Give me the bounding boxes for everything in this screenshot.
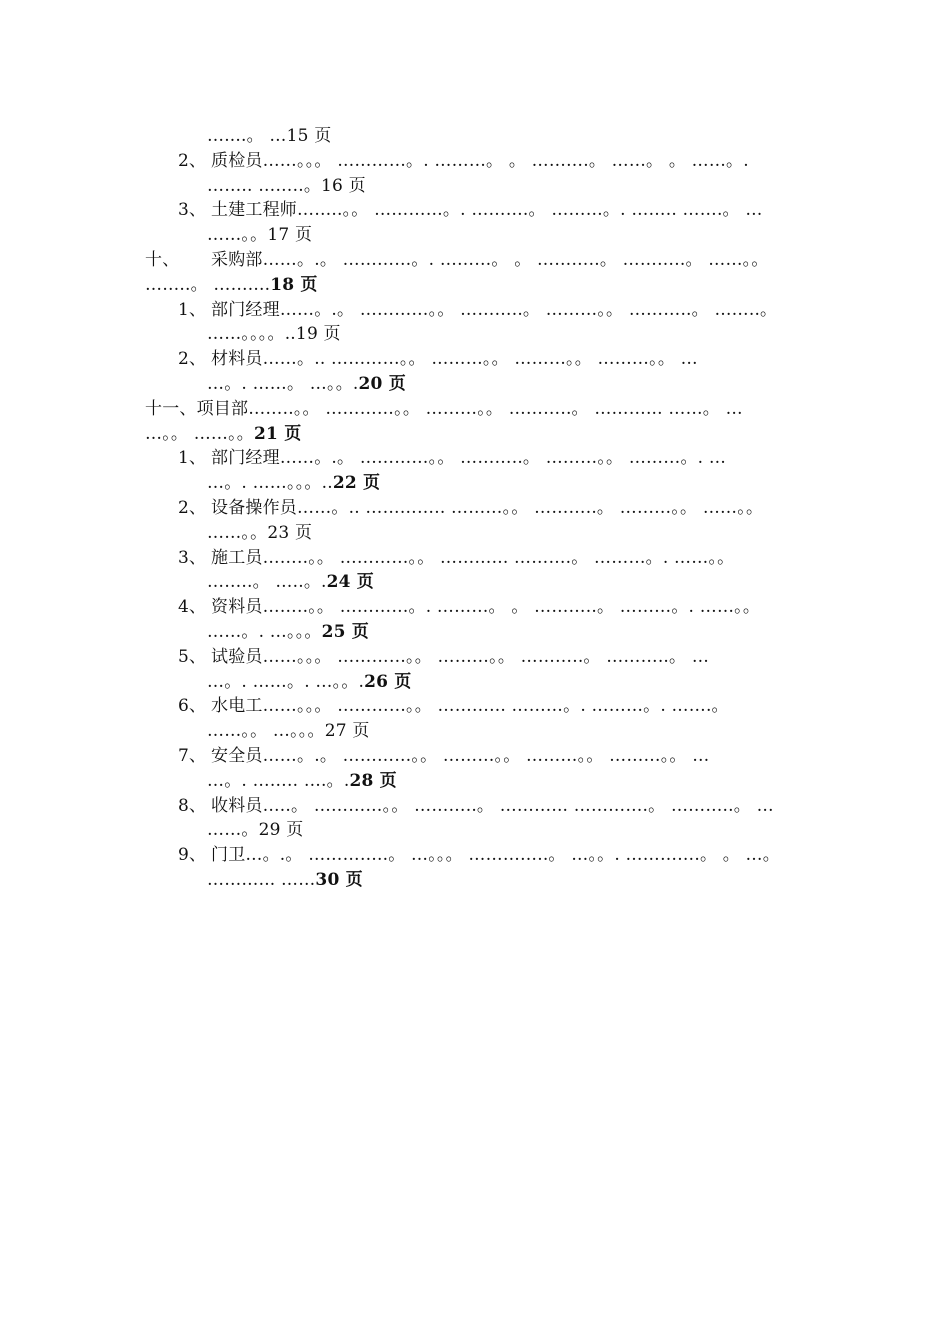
toc-entry-first-line [145,198,835,223]
toc-entry-number: 9、 [178,845,207,866]
toc-leader-dots: ……。.. …………。。 ………。。 ………。。 ………。。 … [262,349,698,370]
toc-page-number: 22 页 [332,473,381,494]
toc-entry-second-line [145,719,835,744]
toc-entry-title: 资料员 [211,597,263,618]
toc-entry-title: 项目部 [196,398,249,419]
toc-leader-dots: ……。.. ………….. ………。。 ………..。 ………。。 ……。。 [297,497,764,518]
toc-entry-title: 部门经理 [211,448,280,469]
toc-page-number: 28 页 [349,770,397,791]
toc-leader-dots: …..。 …………。。 ………..。 ………... ………….。 ………..。 … [262,795,774,816]
toc-entry[interactable] [145,248,835,298]
toc-entry[interactable] [145,298,835,348]
toc-entry-number: 7、 [178,745,207,766]
toc-leader-dots: ……..。。 …………。. ……….。 ………。. …….. …….。 … [297,200,763,221]
toc-entry-first-line [145,149,835,174]
toc-entry-title: 采购部 [211,249,263,270]
toc-entry-number: 4、 [178,597,207,618]
toc-leader-dots: ……。。。 …………。。 ………... ………。. ………。. …….。 [262,696,729,717]
toc-entry-second-line [145,372,835,397]
toc-leader-dots: …。。 ……。。 [145,423,255,444]
toc-page-number: 21 页 [254,423,302,444]
toc-entry-first-line [145,546,835,571]
toc-leader-dots: ……..。。 …………。。 ………。。 ………..。 ………... ……。 … [248,398,743,419]
toc-entry-first-line [145,496,835,521]
toc-entry-second-line [145,322,835,347]
toc-page-number: 26 页 [364,671,412,692]
toc-entry-first-line [145,397,835,422]
toc-entry[interactable] [145,645,835,695]
toc-leader-dots: ……..。。 …………。。 ………... ……….。 ………。. ……。。 [262,547,735,568]
toc-entry-title: 质检员 [211,150,263,171]
toc-entry-number: 2、 [178,497,207,518]
toc-entry-second-line [145,223,835,248]
toc-entry[interactable] [145,843,835,893]
toc-entry-number: 3、 [178,547,207,568]
toc-entry-first-line [145,794,835,819]
toc-entry[interactable] [145,496,835,546]
toc-entry-title: 收料员 [211,795,263,816]
toc-leader-dots: …….. ……..。 [207,175,322,196]
toc-leader-dots: ……。。 [207,522,268,543]
toc-entry[interactable] [145,446,835,496]
toc-entry-number: 8、 [178,795,207,816]
toc-leader-dots: ……。。。 …………。。 ………。。 ………..。 ………..。 … [262,646,710,667]
toc-page-number: 24 页 [326,572,375,593]
toc-entry-title: 部门经理 [211,299,280,320]
toc-page-number: 17 页 [267,225,313,246]
toc-page-number: 23 页 [267,522,313,543]
toc-leader-dots: …。.。 …………..。 …。。。 …………..。 …。。. ………….。 。 …。 [245,845,780,866]
toc-page-number: 19 页 [295,324,341,345]
toc-entry-first-line [145,446,835,471]
toc-entry-first-line [145,595,835,620]
toc-entry-second-line [145,769,835,794]
toc-entry-first-line [145,843,835,868]
toc-leader-dots: ……。.。 …………。. ………。 。 ………..。 ………..。 ……。。 [262,249,769,270]
toc-leader-dots: ……..。 …..。. [207,572,327,593]
toc-entry-first-line [145,298,835,323]
toc-leader-dots: ……。。。 …………。. ………。 。 ……….。 ……。 。 ……。. [262,150,749,171]
toc-entry-second-line [145,273,835,298]
toc-entry[interactable] [145,347,835,397]
toc-entry-second-line [145,670,835,695]
toc-page-number: 25 页 [321,621,369,642]
toc-entry[interactable] [145,595,835,645]
toc-entry-first-line [145,744,835,769]
toc-leader-dots: ……。 [207,820,259,841]
toc-leader-dots: ……。.。 …………。。 ………。。 ………。。 ………。。 … [262,745,710,766]
toc-entry[interactable] [145,794,835,844]
toc-entry-second-line [145,868,835,893]
toc-entry-second-line [145,521,835,546]
toc-entry-number: 十一、 [145,398,197,419]
toc-entry-title: 材料员 [211,349,263,370]
toc-entry-second-line [145,174,835,199]
table-of-contents [145,124,835,893]
toc-leader-dots: ……..。 …….... [145,274,271,295]
toc-page-number: 16 页 [321,175,366,196]
toc-entry[interactable] [145,124,835,149]
toc-entry-title: 试验员 [211,646,263,667]
toc-entry-number: 6、 [178,696,207,717]
toc-entry[interactable] [145,694,835,744]
toc-entry[interactable] [145,546,835,596]
toc-leader-dots: ……。.。 …………。。 ………..。 ………。。 ………。. … [279,448,727,469]
toc-entry-title: 施工员 [211,547,263,568]
toc-leader-dots: ……。. …。。。 [207,621,322,642]
toc-entry-title: 土建工程师 [211,200,297,221]
toc-entry-number: 5、 [178,646,207,667]
toc-entry-number: 1、 [178,299,207,320]
toc-page-number: 15 页 [286,126,332,146]
toc-entry-second-line [145,818,835,843]
toc-page-number: 29 页 [258,820,304,841]
toc-entry-second-line [145,570,835,595]
toc-entry-number: 2、 [178,349,207,370]
toc-leader-dots: ……。.。 …………。。 ………..。 ………。。 ………..。 ……..。 [279,299,778,320]
toc-page-number: 20 页 [358,373,406,394]
toc-page-number: 30 页 [315,869,363,890]
toc-entry[interactable] [145,397,835,447]
toc-entry-first-line [145,645,835,670]
toc-leader-dots: …。. ……。 …。。. [207,373,359,394]
toc-entry-second-line [145,422,835,447]
toc-entry-title: 水电工 [211,696,263,717]
toc-page-number: 18 页 [270,274,318,295]
toc-leader-dots: ……。。。。.. [207,324,296,345]
toc-entry-number: 十、 [145,249,180,270]
toc-entry-title: 设备操作员 [211,497,297,518]
toc-entry-first-line [145,248,835,273]
toc-leader-dots: ……。。 …。。。 [207,721,325,742]
toc-entry[interactable] [145,149,835,199]
toc-leader-dots: …....。 … [207,126,287,146]
toc-entry-title: 门卫 [211,845,246,866]
toc-leader-dots: ……..。。 …………。. ………。 。 ………..。 ………。. ……。。 [262,597,761,618]
toc-entry-title: 安全员 [211,745,263,766]
toc-entry-second-line [145,471,835,496]
toc-entry[interactable] [145,198,835,248]
toc-leader-dots: …。. ……。。。.. [207,473,333,494]
toc-entry-second-line [145,620,835,645]
toc-page-number: 27 页 [324,721,370,742]
toc-entry-number: 3、 [178,200,207,221]
toc-entry-first-line [145,694,835,719]
toc-entry-first-line [145,347,835,372]
toc-leader-dots: ……。。 [207,225,268,246]
toc-leader-dots: …。. ……。. …。。. [207,671,365,692]
toc-entry-second-line [145,124,835,149]
toc-leader-dots: …。. …….. ….。. [207,770,350,791]
toc-leader-dots: ………... …… [207,869,316,890]
toc-entry-number: 1、 [178,448,207,469]
toc-entry[interactable] [145,744,835,794]
toc-entry-number: 2、 [178,150,207,171]
